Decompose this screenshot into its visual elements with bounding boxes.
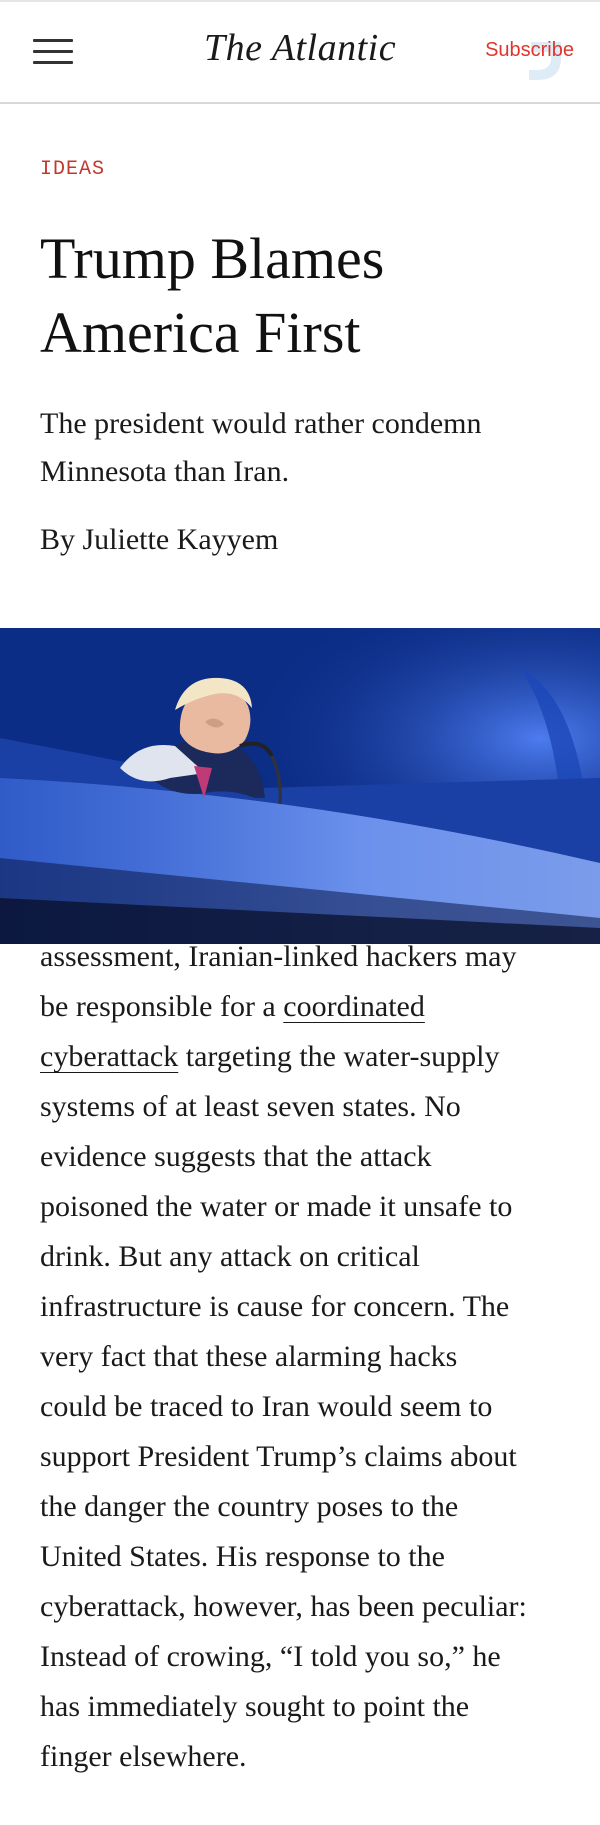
body-line: Instead of crowing, “I told you so,” he: [40, 1640, 501, 1673]
article-body: [40, 932, 570, 1782]
body-line-text: be responsible for a: [40, 990, 284, 1023]
article-dek: [40, 400, 560, 496]
body-line: evidence suggests that the attack: [40, 1140, 432, 1173]
coordinated-cyberattack-link[interactable]: cyberattack: [40, 1040, 179, 1073]
body-line: cyberattack, however, has been peculiar:: [40, 1590, 527, 1623]
body-line: poisoned the water or made it unsafe to: [40, 1190, 513, 1223]
headline-line: America First: [40, 300, 361, 365]
body-line: very fact that these alarming hacks: [40, 1340, 458, 1373]
body-line: finger elsewhere.: [40, 1740, 247, 1773]
body-line: United States. His response to the: [40, 1540, 445, 1573]
article-headline: [40, 222, 560, 370]
dek-line: Minnesota than Iran.: [40, 455, 290, 488]
body-line: [40, 982, 570, 1032]
site-logo[interactable]: The Atlantic: [203, 27, 397, 69]
body-line: infrastructure is cause for concern. The: [40, 1290, 510, 1323]
hero-image: [0, 628, 600, 944]
body-line: could be traced to Iran would seem to: [40, 1390, 493, 1423]
body-line: assessment, Iranian-linked hackers may: [40, 940, 517, 973]
coordinated-cyberattack-link[interactable]: coordinated: [283, 990, 425, 1023]
body-line: has immediately sought to point the: [40, 1690, 470, 1723]
byline[interactable]: By Juliette Kayyem: [40, 523, 279, 556]
site-header: [0, 0, 600, 104]
section-label[interactable]: IDEAS: [40, 158, 106, 181]
body-line: [40, 1032, 570, 1082]
body-line: support President Trump’s claims about: [40, 1440, 517, 1473]
dek-line: The president would rather condemn: [40, 407, 482, 440]
hero-photo: [0, 628, 600, 944]
subscribe-button[interactable]: Subscribe: [485, 39, 574, 61]
body-line: the danger the country poses to the: [40, 1490, 459, 1523]
body-line-text: targeting the water-supply: [178, 1040, 500, 1073]
body-line: drink. But any attack on critical: [40, 1240, 420, 1273]
body-line: systems of at least seven states. No: [40, 1090, 461, 1123]
headline-line: Trump Blames: [40, 226, 385, 291]
